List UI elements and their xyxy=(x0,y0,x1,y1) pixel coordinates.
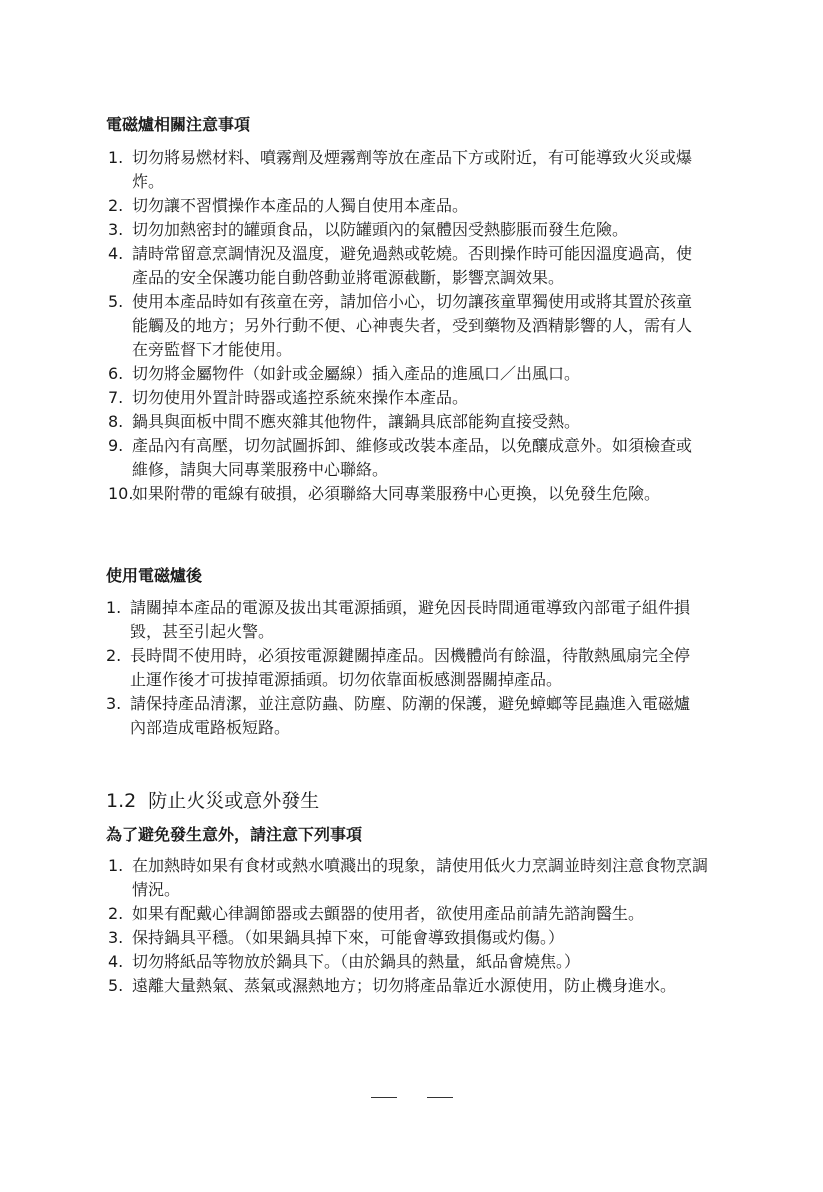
item-text: 請時常留意烹調情況及溫度，避免過熱或乾燒。否則操作時可能因溫度過高，使產品的安全保護功能自動啓動並將電源截斷，影響烹調效果。 xyxy=(132,244,693,287)
list-item xyxy=(108,434,692,482)
item-number: 10. xyxy=(108,484,134,503)
item-text: 鍋具與面板中間不應夾雜其他物件，讓鍋具底部能夠直接受熱。 xyxy=(132,412,581,431)
chapter-title: 防止火災或意外發生 xyxy=(148,790,320,812)
item-number: 5. xyxy=(108,292,124,311)
item-text: 切勿將金屬物件（如針或金屬線）插入產品的進風口／出風口。 xyxy=(132,364,581,383)
list-item xyxy=(108,218,692,242)
list-item xyxy=(108,482,692,506)
item-number: 3. xyxy=(106,694,122,713)
item-number: 2. xyxy=(108,196,124,215)
item-number: 3. xyxy=(108,220,124,239)
list-item xyxy=(108,974,718,998)
precautions-list xyxy=(108,854,718,998)
section-title-induction-notes: 電磁爐相關注意事項 xyxy=(106,115,251,134)
list-item xyxy=(106,644,692,692)
induction-notes-list xyxy=(108,146,692,506)
item-text: 切勿讓不習慣操作本產品的人獨自使用本產品。 xyxy=(132,196,469,215)
item-number: 1. xyxy=(108,856,124,875)
item-text: 切勿將易燃材料、噴霧劑及煙霧劑等放在產品下方或附近，有可能導致火災或爆炸。 xyxy=(132,148,693,191)
item-text: 遠離大量熱氣、蒸氣或濕熱地方；切勿將產品靠近水源使用，防止機身進水。 xyxy=(132,976,677,995)
list-item xyxy=(108,194,692,218)
item-number: 4. xyxy=(108,952,124,971)
list-item xyxy=(106,692,692,740)
item-text: 切勿將紙品等物放於鍋具下。（由於鍋具的熱量，紙品會燒焦。） xyxy=(132,952,581,971)
item-number: 1. xyxy=(108,148,124,167)
list-item xyxy=(108,902,718,926)
list-item xyxy=(108,854,718,902)
item-number: 3. xyxy=(108,928,124,947)
item-text: 使用本產品時如有孩童在旁，請加倍小心，切勿讓孩童單獨使用或將其置於孩童能觸及的地方；另外行動不便、心神喪失者，受到藥物及酒精影響的人，需有人在旁監督下才能使用。 xyxy=(132,292,693,359)
section-title-after-use: 使用電磁爐後 xyxy=(106,566,203,585)
item-text: 如果有配戴心律調節器或去顫器的使用者，欲使用產品前請先諮詢醫生。 xyxy=(132,904,645,923)
item-number: 4. xyxy=(108,244,124,263)
item-number: 5. xyxy=(108,976,124,995)
list-item xyxy=(108,386,692,410)
item-text: 保持鍋具平穩。（如果鍋具掉下來，可能會導致損傷或灼傷。） xyxy=(132,928,565,947)
list-item xyxy=(108,146,692,194)
footer-rule-left xyxy=(371,1097,397,1098)
chapter-heading xyxy=(106,786,319,813)
item-text: 切勿加熱密封的罐頭食品，以防罐頭內的氣體因受熱膨脹而發生危險。 xyxy=(132,220,629,239)
item-number: 9. xyxy=(108,436,124,455)
item-text: 在加熱時如果有食材或熱水噴濺出的現象，請使用低火力烹調並時刻注意食物烹調情況。 xyxy=(132,856,709,899)
list-item xyxy=(108,242,692,290)
item-text: 請保持產品清潔，並注意防蟲、防塵、防潮的保護，避免蟑螂等昆蟲進入電磁爐內部造成電路板短路。 xyxy=(130,694,691,737)
item-number: 2. xyxy=(106,646,122,665)
list-item xyxy=(108,410,692,434)
item-text: 產品內有高壓，切勿試圖拆卸、維修或改裝本產品，以免釀成意外。如須檢查或維修，請與大同專業服務中心聯絡。 xyxy=(132,436,693,479)
item-text: 如果附帶的電線有破損，必須聯絡大同專業服務中心更換，以免發生危險。 xyxy=(132,484,661,503)
list-item xyxy=(108,926,718,950)
item-number: 2. xyxy=(108,904,124,923)
item-number: 8. xyxy=(108,412,124,431)
list-item xyxy=(108,290,692,362)
footer-rule-right xyxy=(427,1097,453,1098)
item-text: 長時間不使用時，必須按電源鍵關掉產品。因機體尚有餘溫，待散熱風扇完全停止運作後才可拔掉電源插頭。切勿依靠面板感測器關掉產品。 xyxy=(130,646,691,689)
list-item xyxy=(108,362,692,386)
item-text: 請關掉本產品的電源及拔出其電源插頭，避免因長時間通電導致內部電子組件損毀，甚至引起火警。 xyxy=(130,598,691,641)
chapter-number: 1.2 xyxy=(106,790,137,812)
after-use-list xyxy=(106,596,692,740)
section-subtitle-precautions: 為了避免發生意外，請注意下列事項 xyxy=(106,825,363,844)
item-number: 1. xyxy=(106,598,122,617)
list-item xyxy=(106,596,692,644)
item-number: 6. xyxy=(108,364,124,383)
list-item xyxy=(108,950,718,974)
item-text: 切勿使用外置計時器或遙控系統來操作本產品。 xyxy=(132,388,469,407)
item-number: 7. xyxy=(108,388,124,407)
